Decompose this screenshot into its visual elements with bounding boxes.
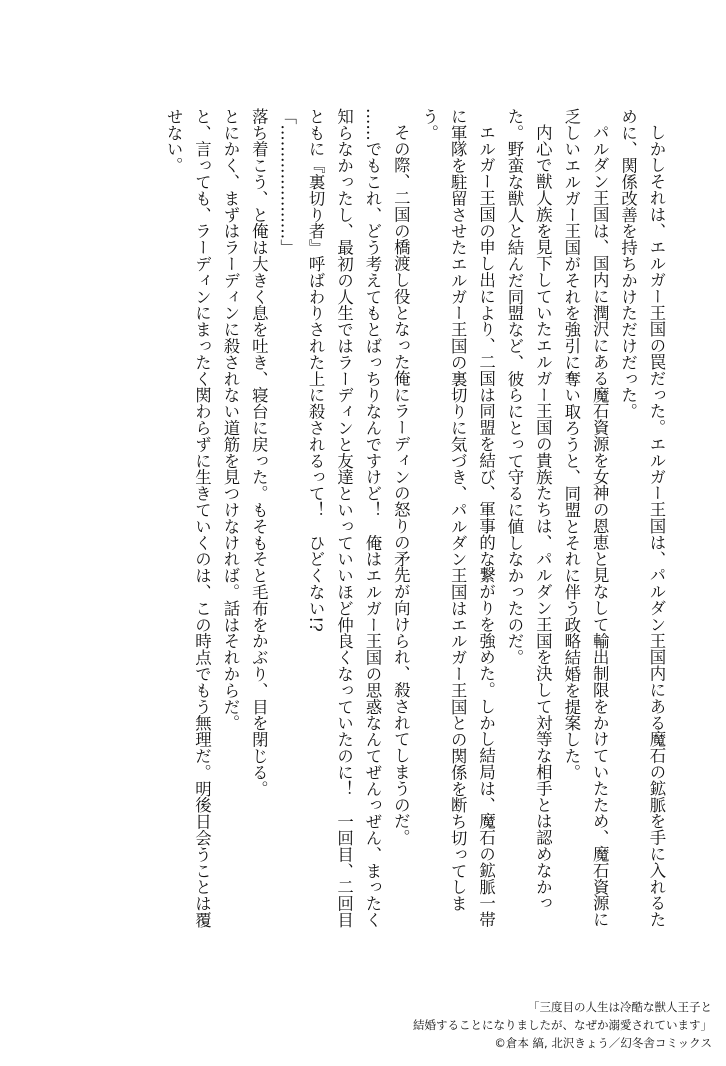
paragraph-silence: 「…………………」	[277, 108, 297, 256]
paragraph-nobles: 内心で獣人族を見下していたエルガー王国の貴族たちは、パルダン王国を決して対等な相手とは認めなかった。野蛮な獣人と結んだ同盟など、彼らにとって守るに値しなかったのだ。	[504, 108, 553, 912]
credit-title-line-2: 結婚することになりましたが、なぜか溺愛されています」	[413, 1018, 712, 1032]
paragraph-anyway: とにかく、まずはラーディンに殺されない道筋を見つけなければ。話はそれからだ。	[220, 108, 240, 732]
copyright-credit	[392, 998, 712, 1052]
paragraph-magic-stone: パルダン王国は、国内に潤沢にある魔石資源を女神の恩恵と見なして輸出制限をかけていたため、魔石資源に乏しいエルガー王国がそれを強引に奪い取ろうと、同盟とそれに伴う政略結婚を提案した。	[561, 108, 610, 928]
paragraph-alliance: エルガー王国の申し出により、二国は同盟を結び、軍事的な繋がりを強めた。しかし結局は、魔石の鉱脈一帯に軍隊を駐留させたエルガー王国の裏切りに気づき、パルダン王国はエルガー王国との関係を断ち切ってしまう。	[419, 108, 496, 928]
paragraph-conclusion: と、言っても、ラーディンにまったく関わらずに生きていくのは、この時点でもう無理だ。明後日会うことは覆せない。	[164, 108, 212, 928]
paragraph-calm-down: 落ち着こう、と俺は大きく息を吐き、寝台に戻った。もそもそと毛布をかぶり、目を閉じる。	[249, 108, 269, 797]
novel-text-body	[50, 108, 670, 938]
paragraph-trap: しかしそれは、エルガー王国の罠だった。エルガー王国は、パルダン王国内にある魔石の鉱脈を手に入れるために、関係改善を持ちかけただけだった。	[618, 108, 666, 928]
credit-title-line-1: 「三度目の人生は冷酷な獣人王子と	[528, 1000, 712, 1014]
credit-copyright-line: ©倉本 縞, 北沢きょう／幻冬舎コミックス	[494, 1036, 712, 1050]
paragraph-killed: その際、二国の橋渡し役となった俺にラーディンの怒りの矛先が向けられ、殺されてしまうのだ。	[391, 124, 411, 846]
paragraph-complaint: ……でもこれ、どう考えてもとばっちりなんですけど！ 俺はエルガー王国の思惑なんてぜんっぜん、まったく知らなかったし、最初の人生ではラーディンと友達といっていいほど仲良くなっていたのに！ 一回目、二回目ともに『裏切り者』呼ばわりされた上に殺されるって！ ひどくない!?	[306, 108, 382, 928]
